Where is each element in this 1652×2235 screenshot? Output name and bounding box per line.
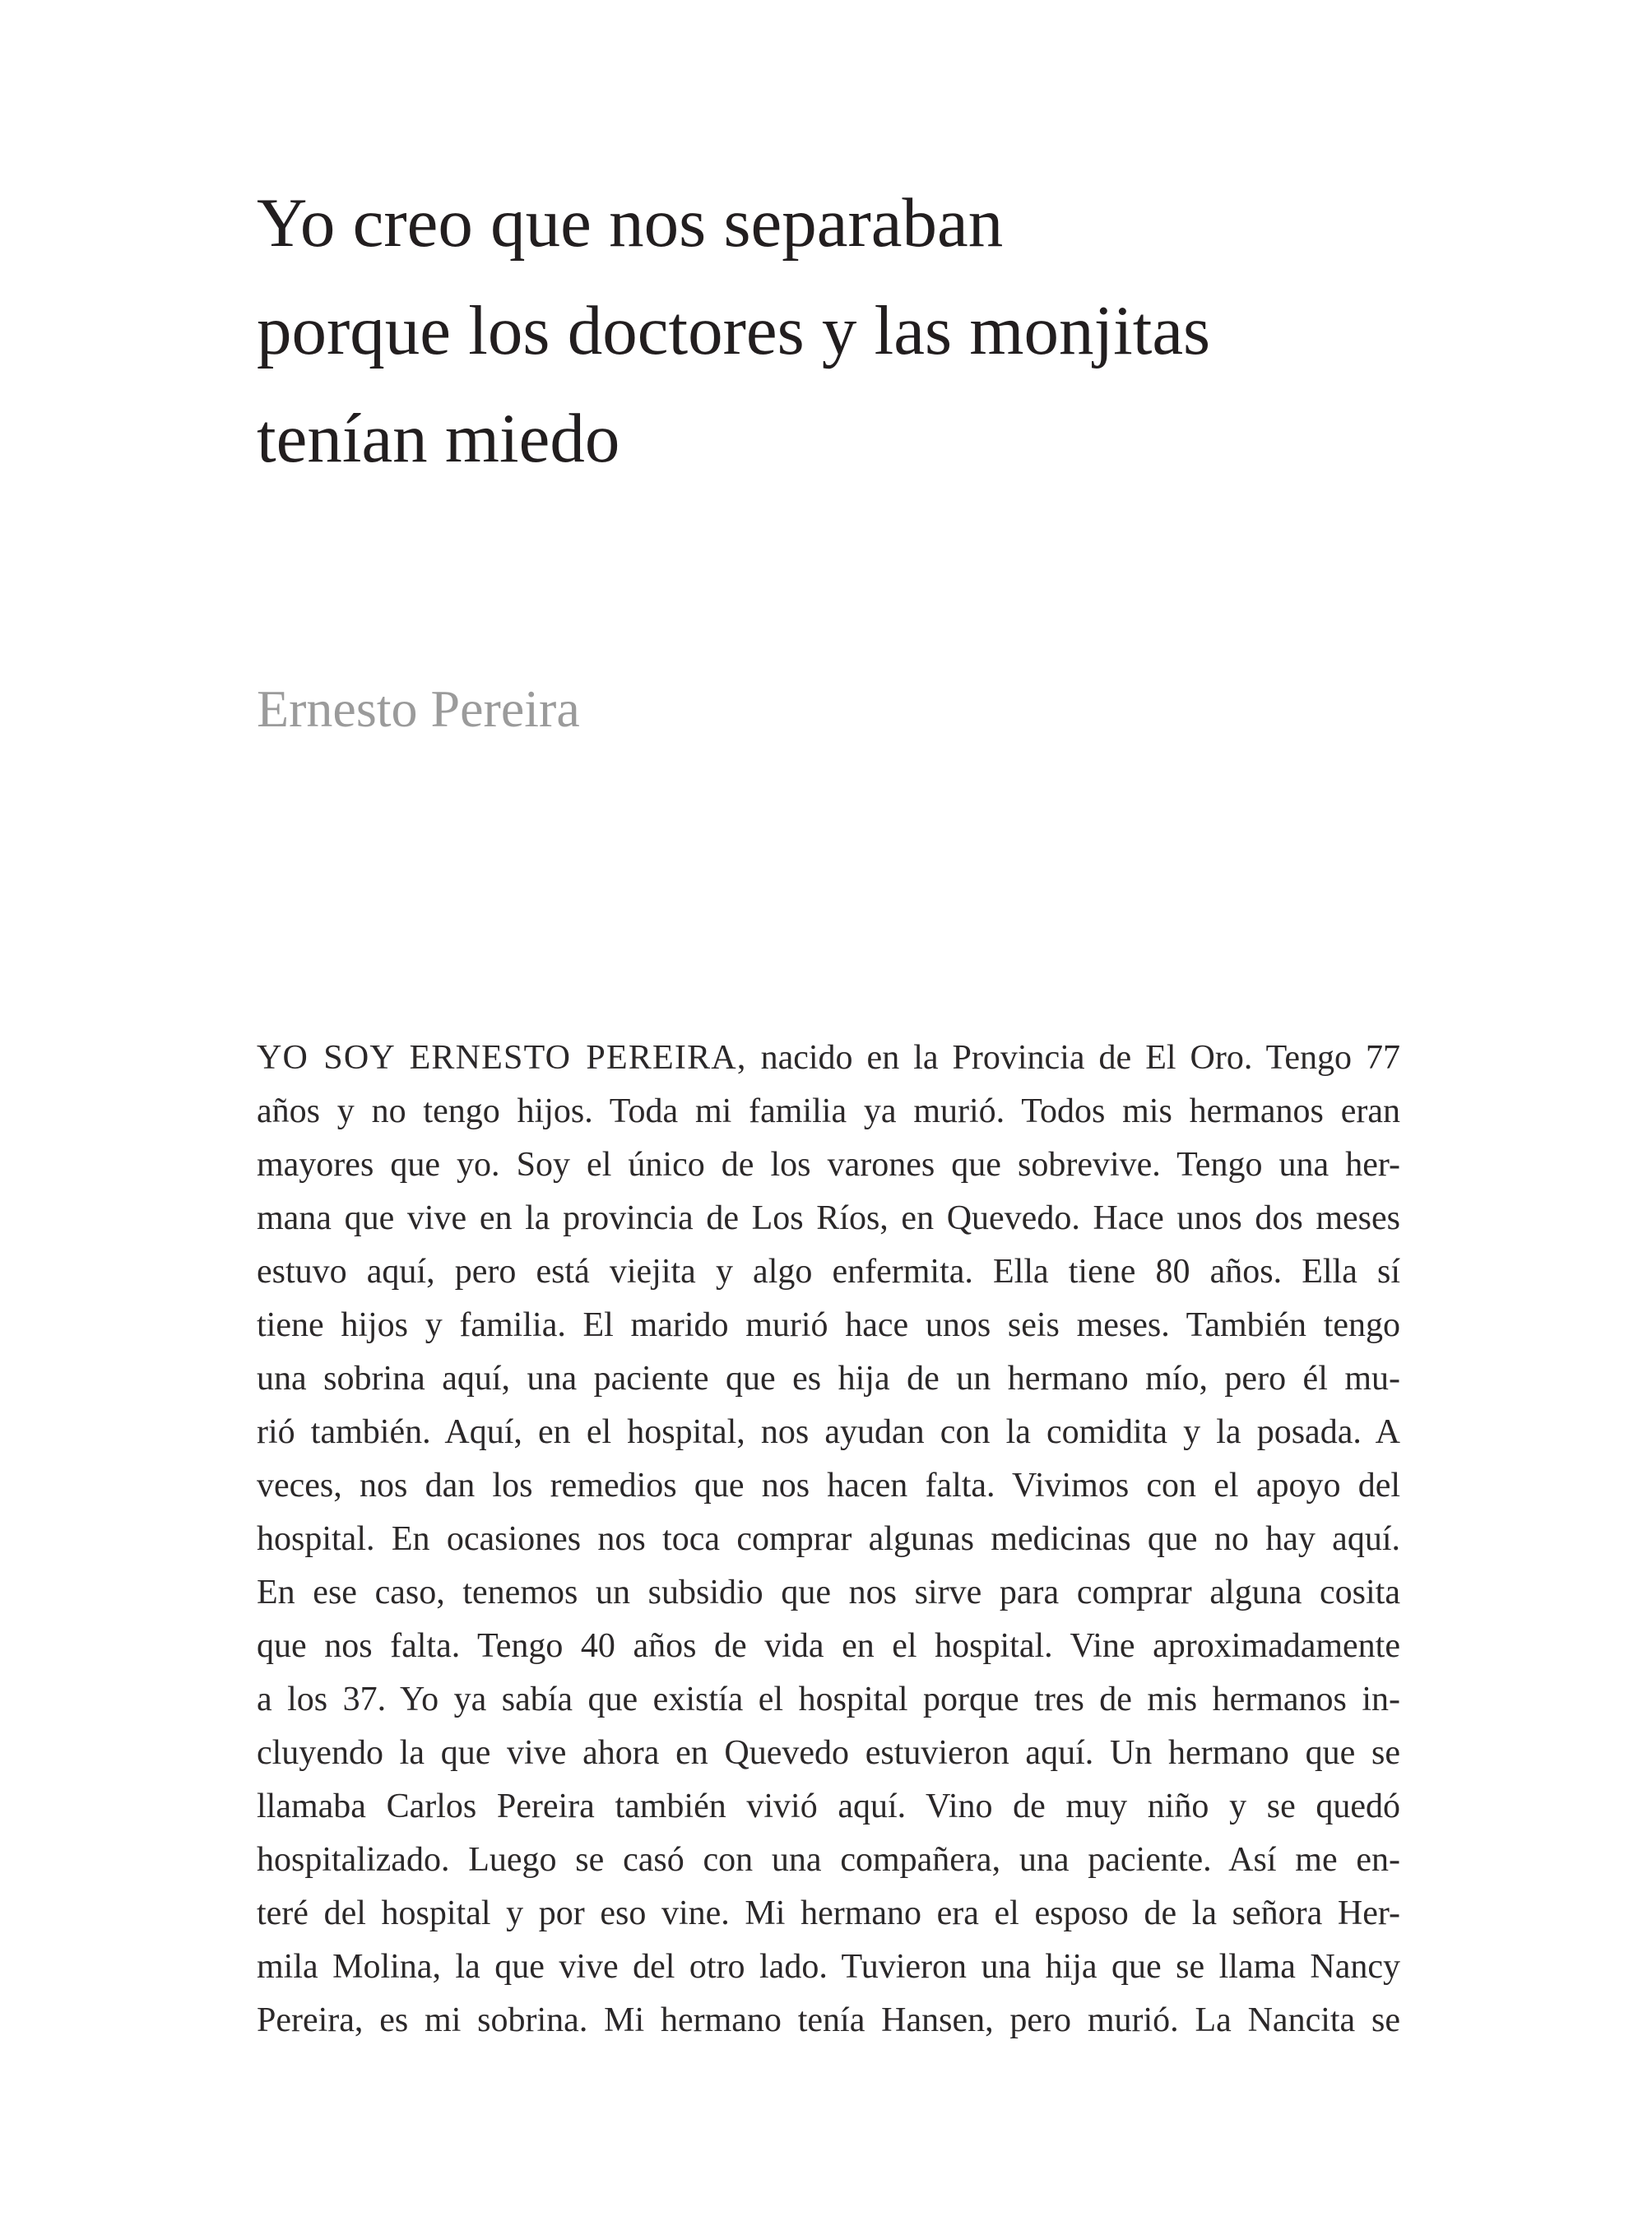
body-line: que nos falta. Tengo 40 años de vida en el hospital. Vine aproximadamente (257, 1627, 1400, 1665)
title-line: Yo creo que nos separaban (257, 184, 1004, 262)
body-line: mayores que yo. Soy el único de los varones que sobrevive. Tengo una her- (257, 1146, 1400, 1184)
body-line: una sobrina aquí, una paciente que es hija de un hermano mío, pero él mu- (257, 1360, 1400, 1398)
body-line: tiene hijos y familia. El marido murió hace unos seis meses. También tengo (257, 1306, 1400, 1344)
body-text (257, 1032, 1400, 2047)
body-line: hospitalizado. Luego se casó con una compañera, una paciente. Así me en- (257, 1841, 1400, 1879)
body-line (257, 1032, 1400, 1085)
title-line: tenían miedo (257, 400, 620, 477)
body-line: teré del hospital y por eso vine. Mi hermano era el esposo de la señora Her- (257, 1894, 1400, 1932)
body-line: rió también. Aquí, en el hospital, nos ayudan con la comidita y la posada. A (257, 1413, 1400, 1451)
body-line: Pereira, es mi sobrina. Mi hermano tenía Hansen, pero murió. La Nancita se (257, 2001, 1400, 2039)
title-line: porque los doctores y las monjitas (257, 292, 1211, 369)
body-line: mila Molina, la que vive del otro lado. Tuvieron una hija que se llama Nancy (257, 1948, 1400, 1986)
body-line-text: nacido en la Provincia de El Oro. Tengo 77 (760, 1039, 1401, 1077)
body-line: En ese caso, tenemos un subsidio que nos sirve para comprar alguna cosita (257, 1574, 1400, 1611)
lead-in-small-caps: YO SOY ERNESTO PEREIRA, (257, 1039, 747, 1077)
body-line: mana que vive en la provincia de Los Ríos, en Quevedo. Hace unos dos meses (257, 1199, 1400, 1237)
body-line: veces, nos dan los remedios que nos hacen falta. Vivimos con el apoyo del (257, 1467, 1400, 1505)
body-line: cluyendo la que vive ahora en Quevedo estuvieron aquí. Un hermano que se (257, 1734, 1400, 1772)
body-line: llamaba Carlos Pereira también vivió aquí. Vino de muy niño y se quedó (257, 1788, 1400, 1825)
body-line: a los 37. Yo ya sabía que existía el hospital porque tres de mis hermanos in- (257, 1681, 1400, 1718)
body-line: años y no tengo hijos. Toda mi familia ya murió. Todos mis hermanos eran (257, 1092, 1400, 1130)
body-line: hospital. En ocasiones nos toca comprar algunas medicinas que no hay aquí. (257, 1520, 1400, 1558)
page-title (257, 169, 1210, 493)
author-name: Ernesto Pereira (257, 679, 580, 738)
body-line: estuvo aquí, pero está viejita y algo enfermita. Ella tiene 80 años. Ella sí (257, 1253, 1400, 1291)
